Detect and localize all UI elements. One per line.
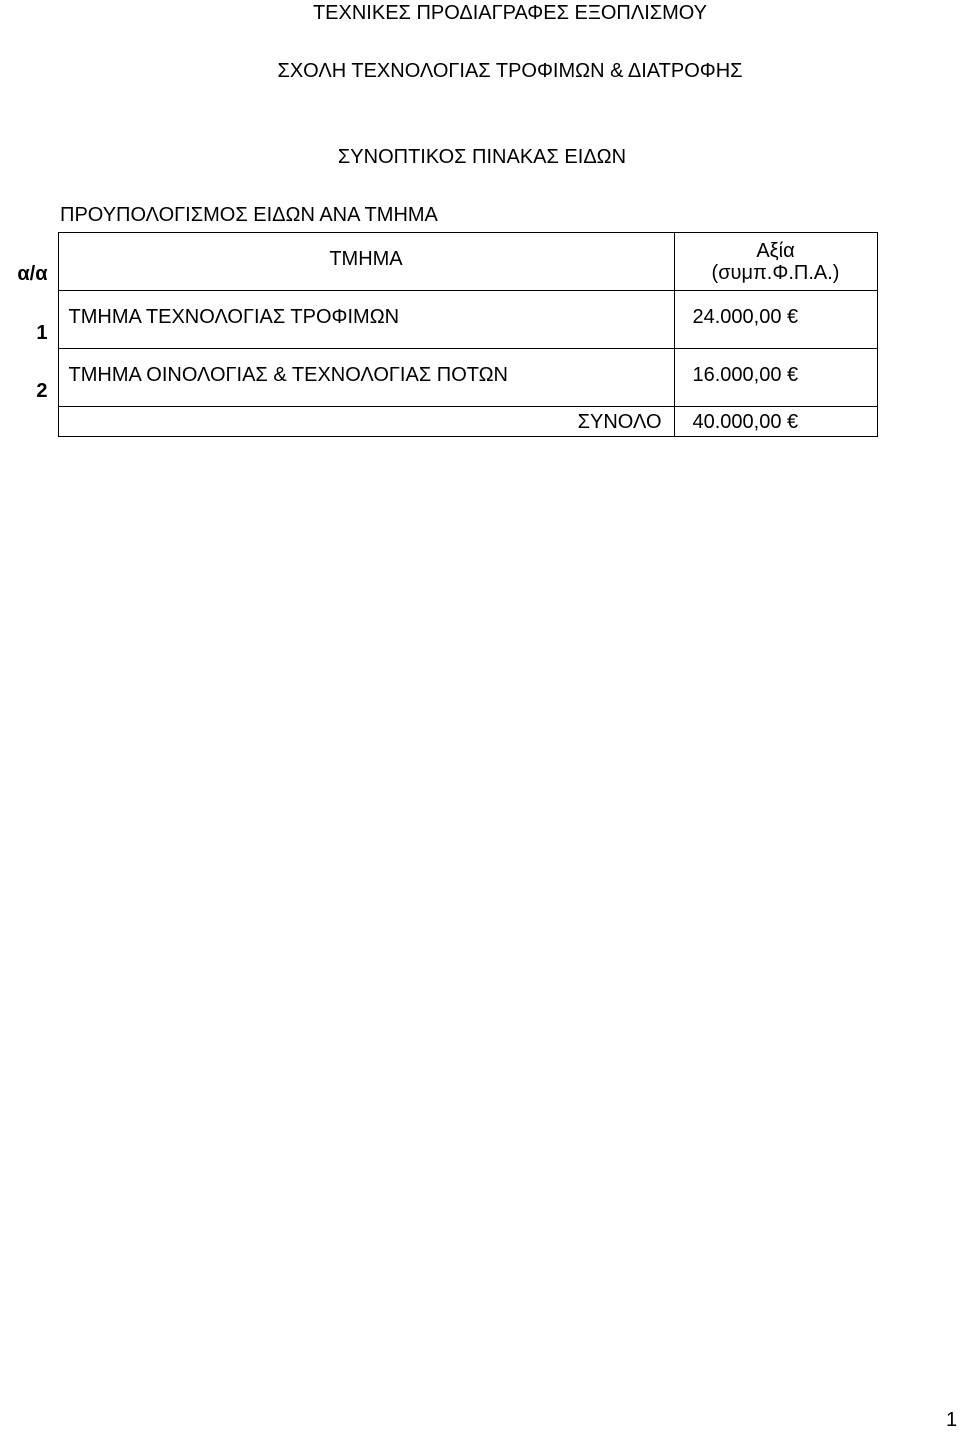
row-aa: 1	[0, 291, 58, 349]
budget-subtitle: ΠΡΟΥΠΟΛΟΓΙΣΜΟΣ ΕΙΔΩΝ ΑΝΑ ΤΜΗΜΑ	[60, 204, 438, 226]
header-department: ΤΜΗΜΑ	[58, 233, 674, 291]
row-aa: 2	[0, 349, 58, 407]
page-number: 1	[946, 1409, 958, 1431]
row-department: ΤΜΗΜΑ ΟΙΝΟΛΟΓΙΑΣ & ΤΕΧΝΟΛΟΓΙΑΣ ΠΟΤΩΝ	[58, 349, 674, 407]
header-aa: α/α	[0, 233, 58, 291]
header-value	[674, 233, 877, 291]
header-value-vat-note: (συμπ.Φ.Π.Α.)	[711, 261, 840, 284]
document-title: ΤΕΧΝΙΚΕΣ ΠΡΟΔΙΑΓΡΑΦΕΣ ΕΞΟΠΛΙΣΜΟΥ	[312, 2, 708, 24]
summary-table-title: ΣΥΝΟΠΤΙΚΟΣ ΠΙΝΑΚΑΣ ΕΙΔΩΝ	[337, 146, 627, 168]
total-value: 40.000,00 €	[674, 407, 877, 437]
school-title: ΣΧΟΛΗ ΤΕΧΝΟΛΟΓΙΑΣ ΤΡΟΦΙΜΩΝ & ΔΙΑΤΡΟΦΗΣ	[277, 60, 743, 82]
row-department: ΤΜΗΜΑ ΤΕΧΝΟΛΟΓΙΑΣ ΤΡΟΦΙΜΩΝ	[58, 291, 674, 349]
row-value: 24.000,00 €	[674, 291, 877, 349]
table-row	[0, 291, 877, 349]
table-header-row	[0, 233, 877, 291]
total-aa-empty	[0, 407, 58, 437]
total-label: ΣΥΝΟΛΟ	[58, 407, 674, 437]
table-total-row	[0, 407, 877, 437]
table-row	[0, 349, 877, 407]
header-value-label: Αξία	[756, 239, 795, 262]
budget-table	[0, 232, 878, 437]
row-value: 16.000,00 €	[674, 349, 877, 407]
